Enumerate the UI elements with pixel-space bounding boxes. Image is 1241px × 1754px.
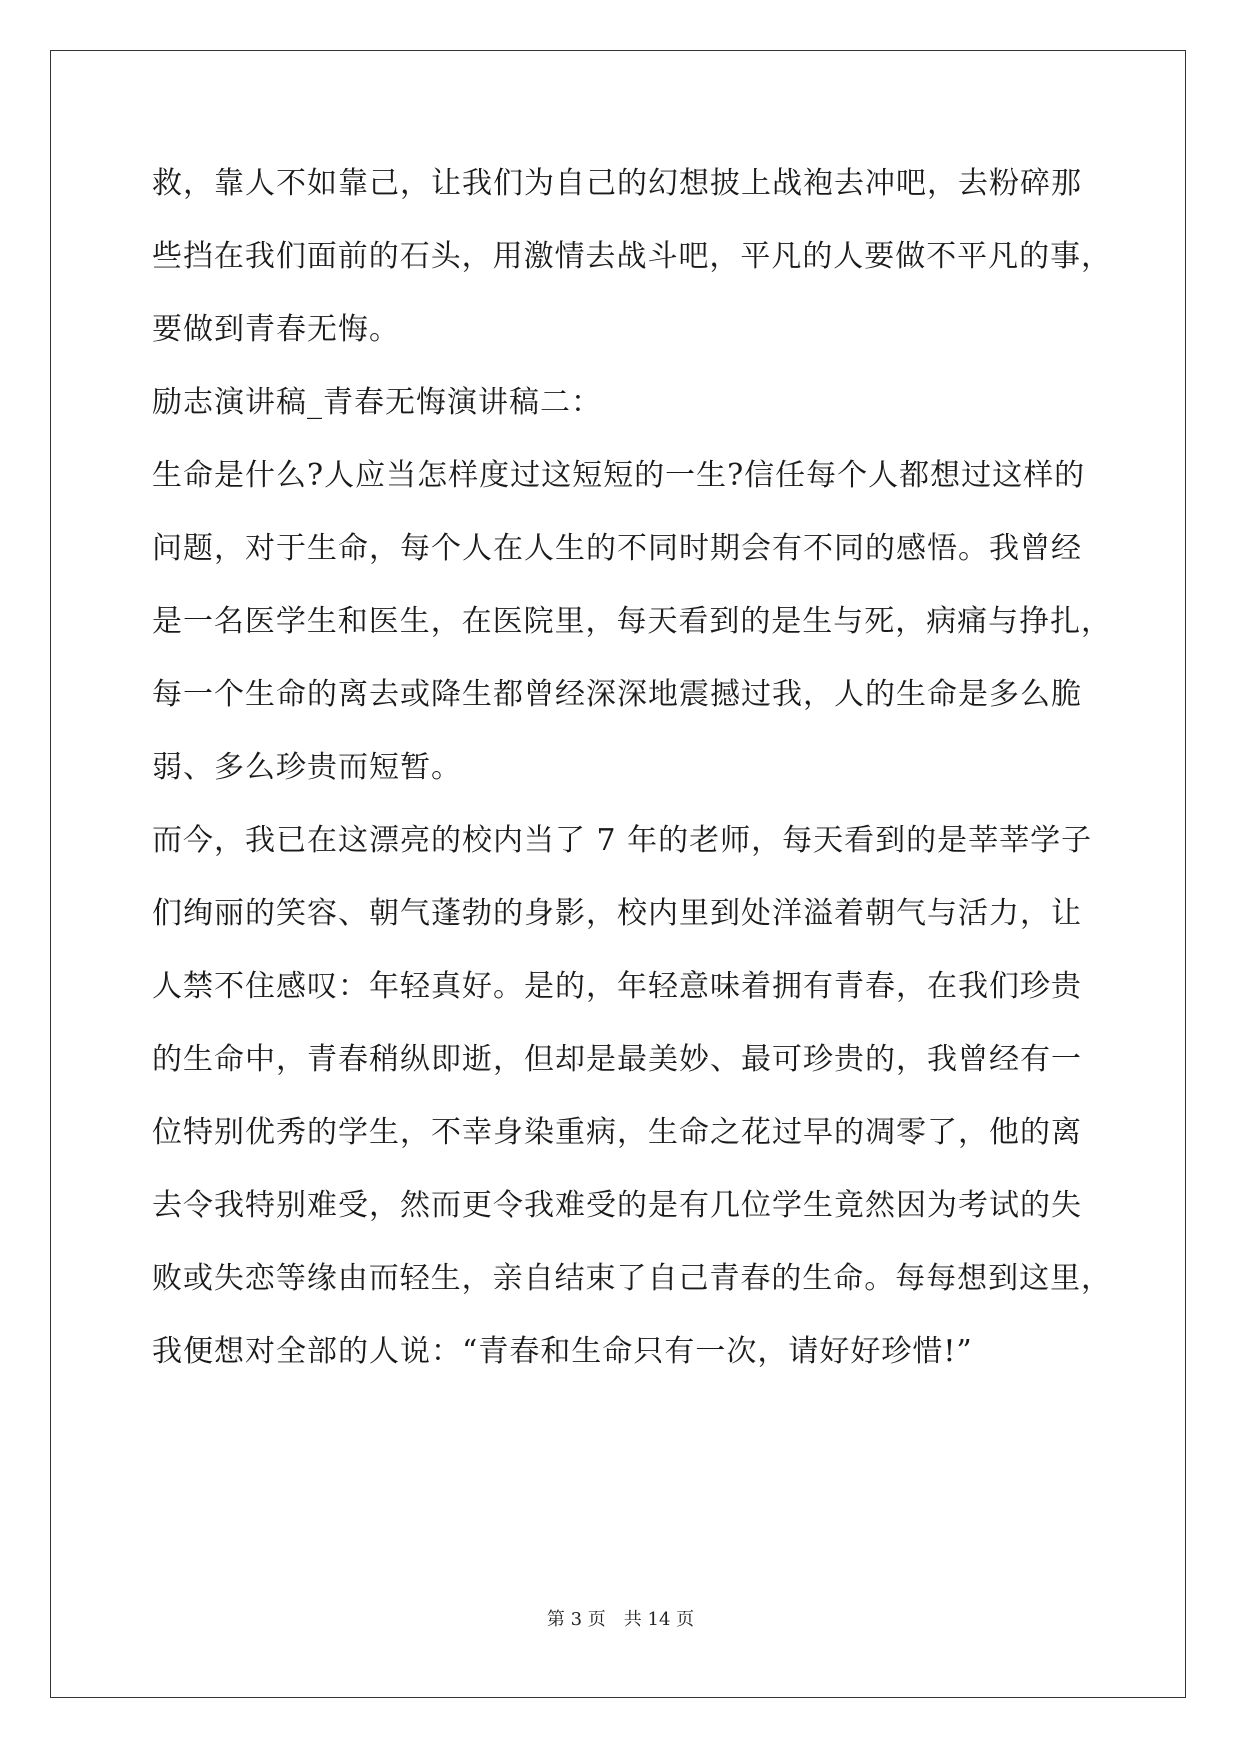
page-total: 共 14 页 [623,1609,695,1630]
text-line: 救，靠人不如靠己，让我们为自己的幻想披上战袍去冲吧，去粉碎那 [152,166,1082,201]
text-line: 败或失恋等缘由而轻生，亲自结束了自己青春的生命。每每想到这里， [152,1261,1112,1296]
text-line: 问题，对于生命，每个人在人生的不同时期会有不同的感悟。我曾经 [152,531,1082,566]
text-line: 弱、多么珍贵而短暂。 [152,750,462,785]
text-line: 我便想对全部的人说：“青春和生命只有一次，请好好珍惜!” [152,1334,973,1369]
page-footer [0,1608,1241,1632]
text-line: 每一个生命的离去或降生都曾经深深地震撼过我，人的生命是多么脆 [152,677,1082,712]
text-line: 是一名医学生和医生，在医院里，每天看到的是生与死，病痛与挣扎， [152,604,1112,639]
text-line: 们绚丽的笑容、朝气蓬勃的身影，校内里到处洋溢着朝气与活力，让 [152,896,1082,931]
section-heading: 励志演讲稿_青春无悔演讲稿二： [152,385,602,420]
text-line: 的生命中，青春稍纵即逝，但却是最美妙、最可珍贵的，我曾经有一 [152,1042,1082,1077]
page-number: 第 3 页 [546,1609,606,1630]
text-line: 去令我特别难受，然而更令我难受的是有几位学生竟然因为考试的失 [152,1188,1082,1223]
text-line: 要做到青春无悔。 [152,312,400,347]
text-line: 人禁不住感叹：年轻真好。是的，年轻意味着拥有青春，在我们珍贵 [152,969,1082,1004]
text-line: 些挡在我们面前的石头，用激情去战斗吧，平凡的人要做不平凡的事， [152,239,1112,274]
text-line: 位特别优秀的学生，不幸身染重病，生命之花过早的凋零了，他的离 [152,1115,1082,1150]
page-border [50,50,1186,1698]
text-line: 而今，我已在这漂亮的校内当了 7 年的老师，每天看到的是莘莘学子 [152,823,1093,858]
text-line: 生命是什么?人应当怎样度过这短短的一生?信任每个人都想过这样的 [152,458,1086,493]
